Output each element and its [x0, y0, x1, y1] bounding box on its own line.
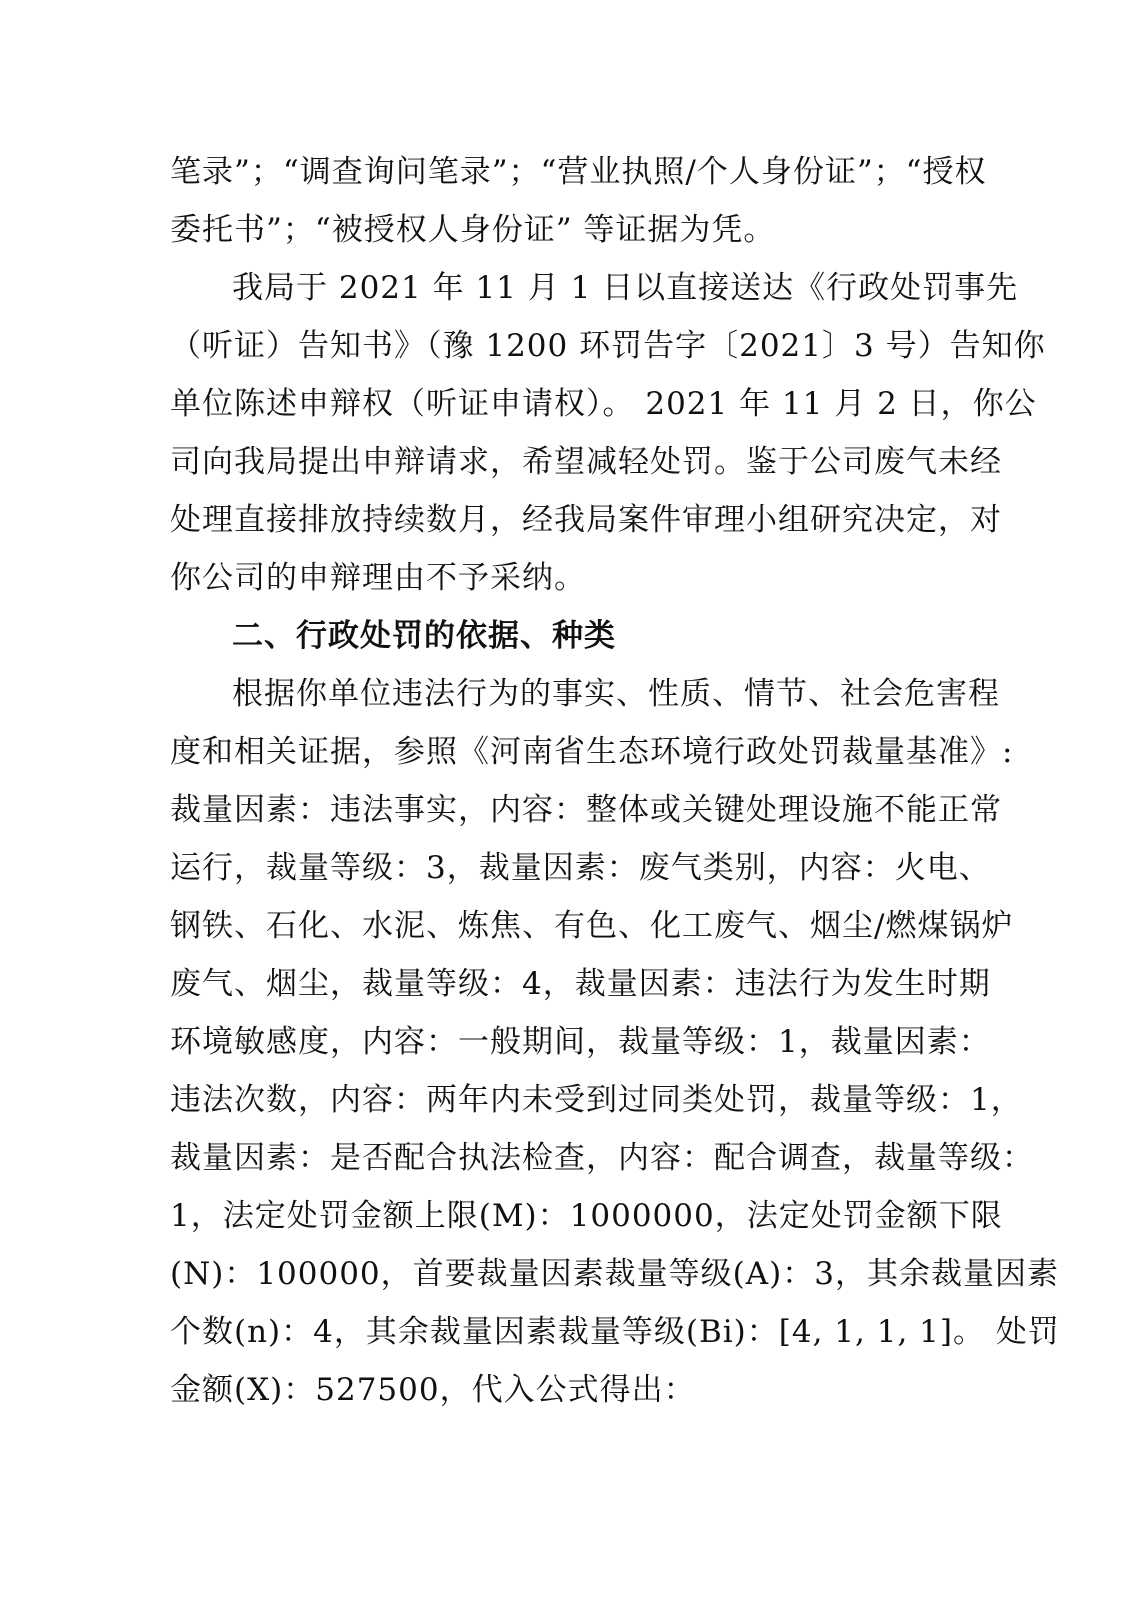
- text-line: 处理直接排放持续数月，经我局案件审理小组研究决定，对: [170, 502, 1002, 538]
- text-line: (N)：100000，首要裁量因素裁量等级(A)：3，其余裁量因素: [170, 1256, 1059, 1292]
- text-line: 笔录”；“调查询问笔录”；“营业执照/个人身份证”；“授权: [170, 154, 987, 190]
- text-line: 废气、烟尘，裁量等级：4，裁量因素：违法行为发生时期: [170, 966, 991, 1002]
- text-line: （听证）告知书》（豫 1200 环罚告字〔2021〕3 号）告知你: [170, 328, 1046, 364]
- paragraph-first-line: 我局于 2021 年 11 月 1 日以直接送达《行政处罚事先: [232, 270, 1019, 306]
- text-line: 运行，裁量等级：3，裁量因素：废气类别，内容：火电、: [170, 850, 991, 886]
- text-line: 委托书”；“被授权人身份证” 等证据为凭。: [170, 212, 776, 248]
- text-line: 违法次数，内容：两年内未受到过同类处罚，裁量等级：1，: [170, 1082, 1023, 1118]
- text-line: 1，法定处罚金额上限(M)：1000000，法定处罚金额下限: [170, 1198, 1003, 1234]
- section-heading: 二、行政处罚的依据、种类: [232, 618, 616, 654]
- text-line: 你公司的申辩理由不予采纳。: [170, 560, 586, 596]
- document-body: [170, 143, 1060, 1419]
- text-line: 金额(X)：527500，代入公式得出：: [170, 1372, 696, 1408]
- text-line: 单位陈述申辩权（听证申请权）。 2021 年 11 月 2 日，你公: [170, 386, 1037, 422]
- text-line: 度和相关证据，参照《河南省生态环境行政处罚裁量基准》:: [170, 734, 1014, 770]
- paragraph-first-line: 根据你单位违法行为的事实、性质、情节、社会危害程: [232, 676, 1000, 712]
- text-line: 环境敏感度，内容：一般期间，裁量等级：1，裁量因素：: [170, 1024, 991, 1060]
- text-line: 裁量因素：违法事实，内容：整体或关键处理设施不能正常: [170, 792, 1002, 828]
- text-line: 钢铁、石化、水泥、炼焦、有色、化工废气、烟尘/燃煤锅炉: [170, 908, 1014, 944]
- text-line: 个数(n)：4，其余裁量因素裁量等级(Bi)：[4, 1, 1, 1]。 处罚: [170, 1314, 1060, 1350]
- text-line: 裁量因素：是否配合执法检查，内容：配合调查，裁量等级：: [170, 1140, 1034, 1176]
- text-line: 司向我局提出申辩请求，希望减轻处罚。鉴于公司废气未经: [170, 444, 1002, 480]
